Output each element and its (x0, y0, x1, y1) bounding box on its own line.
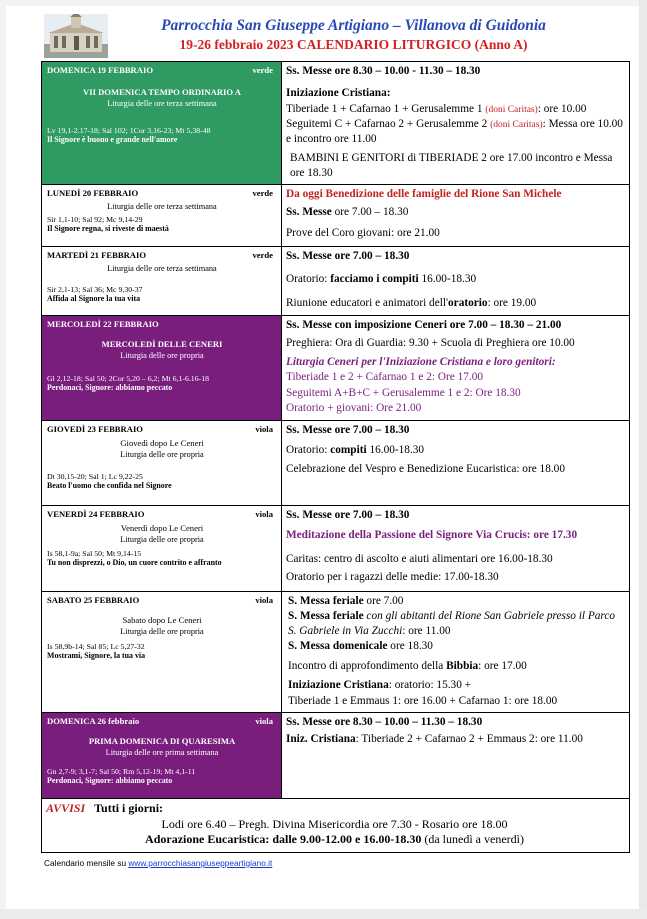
psalm-response: Il Signore è buono e grande nell'amore (47, 135, 178, 144)
page-border-right (639, 0, 647, 919)
readings: Gn 2,7-9; 3,1-7; Sal 50; Rm 5,12-19; Mt 4,1-11 (47, 767, 196, 776)
event-line: S. Messa feriale ore 7.00 (288, 595, 404, 607)
page-border-left (0, 0, 6, 919)
psalm-response: Tu non disprezzi, o Dio, un cuore contrito e affranto (47, 558, 222, 567)
event-line: Meditazione della Passione del Signore Via Crucis: ore 17.30 (286, 529, 578, 542)
events-cell (282, 316, 630, 421)
feast-title: VII DOMENICA TEMPO ORDINARIO A (83, 87, 241, 97)
liturgical-color: verde (252, 188, 273, 198)
event-masses: Ss. Messe ore 7.00 – 18.30 (286, 250, 410, 262)
notices-line: Adorazione Eucaristica: dalle 9.00-12.00 e 16.00-18.30 (da lunedì a venerdì) (145, 832, 524, 847)
liturgical-color: viola (255, 595, 273, 605)
page-border-bottom (0, 909, 647, 919)
psalm-response: Perdonaci, Signore: abbiamo peccato (47, 383, 173, 392)
event-line: Incontro di approfondimento della Bibbia: ore 17.00 (288, 659, 527, 672)
notices-row (42, 799, 630, 853)
events-cell (282, 247, 630, 316)
event-line: Tiberiade 1 + Cafarnao 1 + Gerusalemme 1 (doni Caritas): ore 10.00 (286, 102, 587, 115)
event-line: Ss. Messe ore 7.00 – 18.30 (286, 206, 409, 219)
liturgical-color: viola (255, 509, 273, 519)
event-line: Caritas: centro di ascolto e aiuti alimentari ore 16.00-18.30 (286, 552, 553, 565)
liturgy-note: Liturgia delle ore propria (120, 535, 204, 544)
psalm-response: Mostrami, Signore, la tua via (47, 651, 146, 660)
table-row (42, 62, 630, 185)
day-cell (42, 185, 282, 247)
feast-title: Giovedì dopo Le Ceneri (120, 438, 204, 448)
events-cell (282, 713, 630, 799)
event-masses: Ss. Messe ore 8.30 – 10.00 - 11.30 – 18.30 (286, 65, 481, 77)
readings: Lv 19,1-2.17-18; Sal 102; 1Cor 3,16-23; Mt 5,38-48 (47, 126, 211, 135)
caritas-note: (doni Caritas) (485, 104, 538, 115)
notices-heading (46, 801, 623, 817)
website-link[interactable]: www.parrocchiasangiuseppeartigiano.it (128, 858, 273, 868)
table-row (42, 506, 630, 592)
liturgy-note: Liturgia delle ore terza settimana (107, 264, 217, 273)
event-masses: Ss. Messe ore 7.00 – 18.30 (286, 509, 410, 521)
notices-line: Lodi ore 6.40 – Pregh. Divina Misericordia ore 7.30 - Rosario ore 18.00 (161, 816, 508, 831)
day-cell (42, 247, 282, 316)
readings: Is 58,1-9a; Sal 50; Mt 9,14-15 (47, 549, 142, 558)
readings: Sir 1,1-10; Sal 92; Mc 9,14-29 (47, 215, 143, 224)
event-line: Oratorio: facciamo i compiti 16.00-18.30 (286, 273, 477, 286)
event-line: Preghiera: Ora di Guardia: 9.30 + Scuola di Preghiera ore 10.00 (286, 337, 575, 350)
readings: Dt 30,15-20; Sal 1; Lc 9,22-25 (47, 472, 143, 481)
event-line: S. Messa feriale con gli abitanti del Rione San Gabriele presso il Parco S. Gabriele in Via Zucchi: ore 11.00 (288, 610, 616, 637)
notices-intro: Tutti i giorni: (94, 801, 164, 815)
liturgical-color: verde (252, 65, 273, 75)
feast-title: Venerdì dopo Le Ceneri (120, 523, 204, 533)
event-line: Liturgia Ceneri per l'Iniziazione Cristiana e loro genitori: (286, 355, 556, 368)
liturgy-note: Liturgia delle ore propria (120, 351, 204, 360)
day-date: MARTEDÌ 21 FEBBRAIO (47, 250, 147, 260)
event-line: Tiberiade 1 e Emmaus 1: ore 16.00 + Cafarnao 1: ore 18.00 (288, 694, 558, 707)
events-cell (282, 592, 630, 713)
liturgy-note: Liturgia delle ore prima settimana (105, 748, 219, 757)
event-heading: Iniziazione Cristiana: (286, 87, 391, 100)
psalm-response: Il Signore regna, si riveste di maestà (47, 224, 169, 233)
table-row (42, 185, 630, 247)
feast-title: MERCOLEDÌ DELLE CENERI (101, 339, 223, 349)
event-line: Oratorio + giovani: Ore 21.00 (286, 402, 422, 415)
caritas-note: (doni Caritas) (490, 120, 543, 131)
event-line: Seguitemi A+B+C + Gerusalemme 1 e 2: Ore 18.30 (286, 386, 521, 399)
event-line: Oratorio per i ragazzi delle medie: 17.00-18.30 (286, 571, 499, 584)
day-date: MERCOLEDÌ 22 FEBBRAIO (47, 319, 159, 329)
day-cell (42, 713, 282, 799)
day-cell (42, 506, 282, 592)
event-line: Celebrazione del Vespro e Benedizione Eucaristica: ore 18.00 (286, 462, 565, 475)
readings: Sir 2,1-13; Sal 36; Mc 9,30-37 (47, 285, 143, 294)
psalm-response: Affida al Signore la tua vita (47, 294, 141, 303)
event-line: Iniz. Cristiana: Tiberiade 2 + Cafarnao 2 + Emmaus 2: ore 11.00 (286, 733, 583, 746)
psalm-response: Beato l'uomo che confida nel Signore (47, 481, 172, 490)
events-cell (282, 62, 630, 185)
day-cell (42, 592, 282, 713)
day-date: DOMENICA 19 FEBBRAIO (47, 65, 153, 75)
liturgy-note: Liturgia delle ore terza settimana (107, 99, 217, 108)
psalm-response: Perdonaci, Signore: abbiamo peccato (47, 776, 173, 785)
event-masses: Ss. Messe con imposizione Ceneri ore 7.00 – 18.30 – 21.00 (286, 319, 562, 331)
table-row (42, 421, 630, 506)
day-cell (42, 421, 282, 506)
day-cell (42, 316, 282, 421)
events-cell (282, 421, 630, 506)
readings: Is 58,9b-14; Sal 85; Lc 5,27-32 (47, 642, 145, 651)
page-border-top (0, 0, 647, 6)
event-masses: Ss. Messe ore 8.30 – 10.00 – 11.30 – 18.30 (286, 716, 483, 728)
event-masses: Ss. Messe ore 7.00 – 18.30 (286, 424, 410, 436)
liturgy-note: Liturgia delle ore propria (120, 627, 204, 636)
liturgical-color: verde (252, 250, 273, 260)
event-line: Seguitemi C + Cafarnao 2 + Gerusalemme 2 (doni Caritas): Messa ore 10.00 e incontro ore 11.00 (286, 118, 623, 145)
event-line: Riunione educatori e animatori dell'oratorio: ore 19.00 (286, 296, 537, 309)
day-date: GIOVEDÌ 23 FEBBRAIO (47, 424, 143, 434)
feast-title: PRIMA DOMENICA DI QUARESIMA (88, 736, 236, 746)
event-line: Prove del Coro giovani: ore 21.00 (286, 226, 440, 239)
day-date: SABATO 25 FEBBRAIO (47, 595, 140, 605)
footer (44, 858, 272, 868)
liturgical-color: viola (255, 716, 273, 726)
table-row (42, 713, 630, 799)
day-date: VENERDÌ 24 FEBBRAIO (47, 509, 145, 519)
header-title: Parrocchia San Giuseppe Artigiano – Villanova di Guidonia (161, 17, 546, 34)
table-row (42, 316, 630, 421)
notices-label: AVVISI (46, 801, 86, 815)
event-line: Oratorio: compiti 16.00-18.30 (286, 444, 425, 457)
day-cell (42, 62, 282, 185)
readings: Gl 2,12-18; Sal 50; 2Cor 5,20 – 6,2; Mt 6,1-6.16-18 (47, 374, 209, 383)
day-date: DOMENICA 26 febbraio (47, 716, 140, 726)
event-line: S. Messa domenicale ore 18.30 (288, 640, 433, 653)
table-row (42, 247, 630, 316)
events-cell (282, 506, 630, 592)
liturgical-color: viola (255, 424, 273, 434)
feast-title: Sabato dopo Le Ceneri (122, 615, 202, 625)
liturgical-calendar-table (41, 61, 630, 853)
table-row (42, 592, 630, 713)
event-line: Tiberiade 1 e 2 + Cafarnao 1 e 2: Ore 17.00 (286, 371, 484, 384)
liturgy-note: Liturgia delle ore propria (120, 450, 204, 459)
footer-text: Calendario mensile su (44, 858, 129, 868)
notices-cell (42, 799, 630, 853)
liturgy-note: Liturgia delle ore terza settimana (107, 202, 217, 211)
events-cell (282, 185, 630, 247)
day-date: LUNEDÌ 20 FEBBRAIO (47, 188, 139, 198)
header-subtitle: 19-26 febbraio 2023 CALENDARIO LITURGICO (Anno A) (179, 37, 528, 52)
event-line: Da oggi Benedizione delle famiglie del Rione San Michele (286, 188, 562, 200)
event-line: Iniziazione Cristiana: oratorio: 15.30 + (288, 679, 472, 692)
event-line: BAMBINI E GENITORI di TIBERIADE 2 ore 17.00 incontro e Messa ore 18.30 (290, 152, 613, 179)
